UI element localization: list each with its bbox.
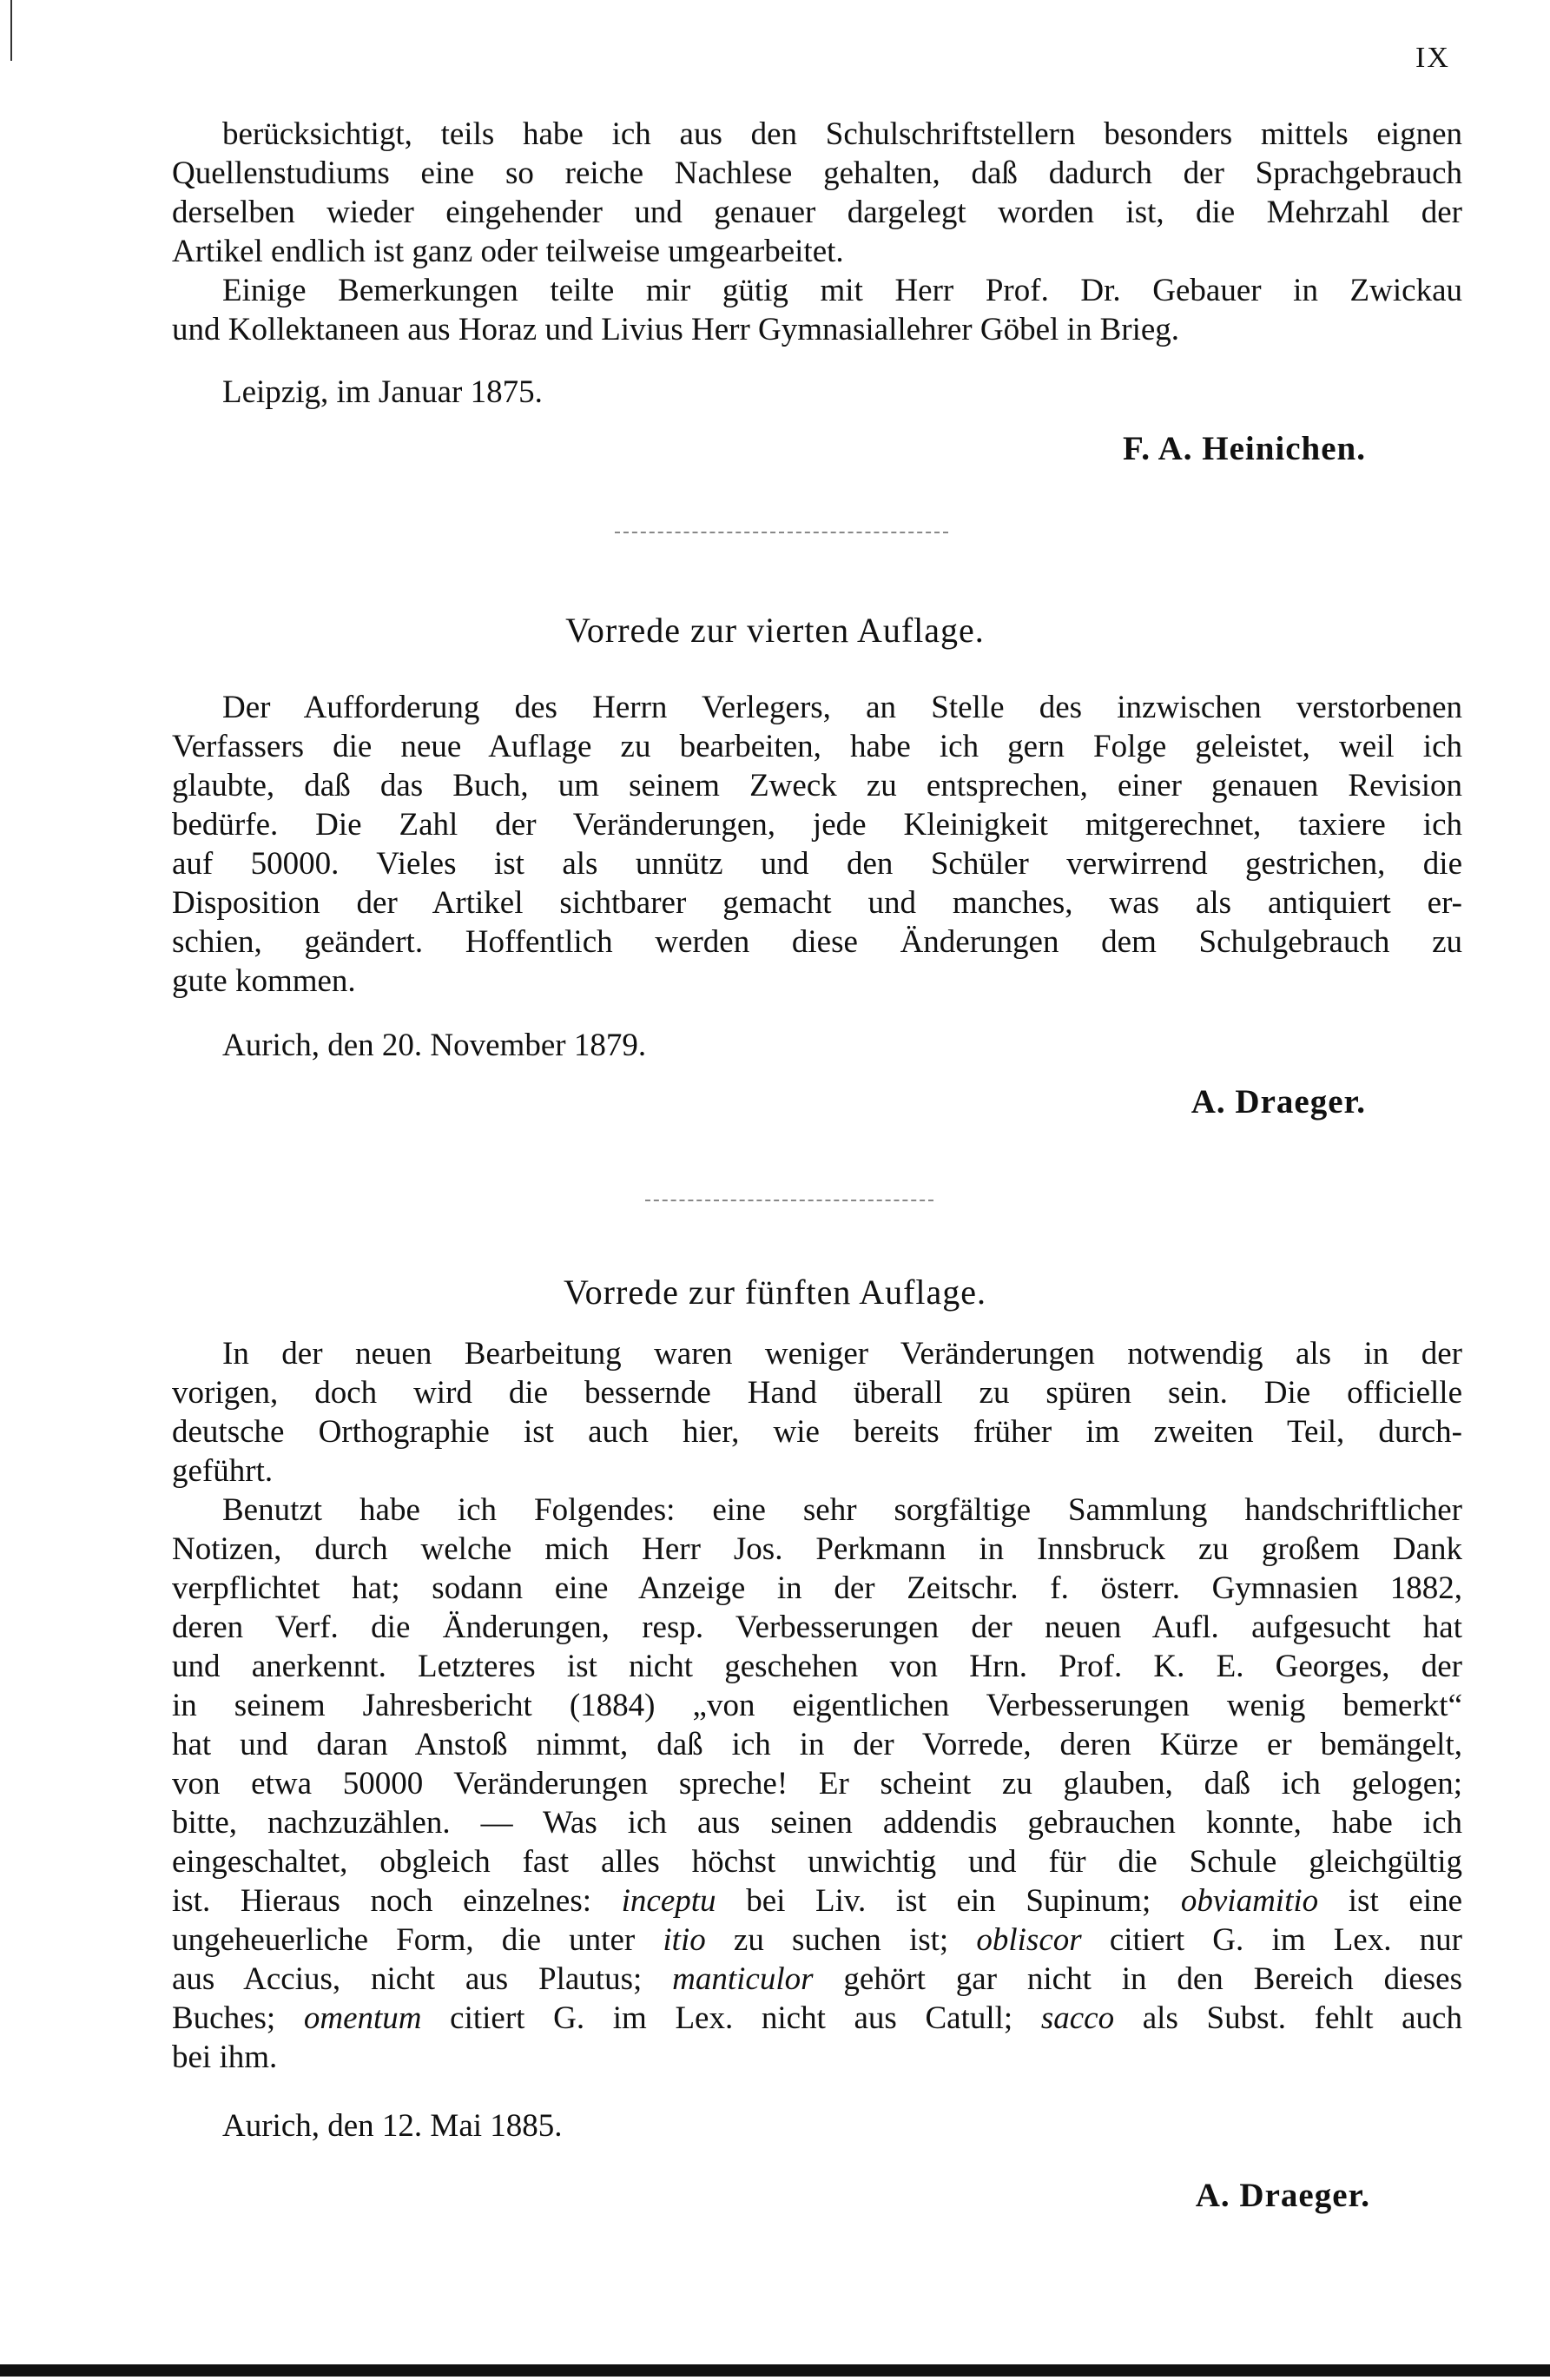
text-line: von etwa 50000 Veränderungen spreche! Er scheint zu glauben, daß ich gelogen;	[172, 1766, 1462, 1802]
text-line	[172, 1999, 1462, 2038]
text-line: Benutzt habe ich Folgendes: eine sehr sorgfältige Sammlung handschriftlicher	[222, 1492, 1462, 1528]
section3-signature: A. Draeger.	[1195, 2177, 1370, 2214]
section3-place-date: Aurich, den 12. Mai 1885.	[222, 2108, 563, 2144]
italic-term: obliscor	[976, 1922, 1082, 1958]
section2-heading: Vorrede zur vierten Auflage.	[565, 611, 985, 650]
section3-heading: Vorrede zur fünften Auflage.	[563, 1273, 987, 1312]
text-line: vorigen, doch wird die bessernde Hand überall zu spüren sein. Die officielle	[172, 1375, 1462, 1411]
text-line: In der neuen Bearbeitung waren weniger Veränderungen notwendig als in der	[222, 1336, 1462, 1372]
italic-term: inceptu	[621, 1883, 716, 1919]
text-line: gute kommen.	[172, 963, 356, 999]
text-line: glaubte, daß das Buch, um seinem Zweck zu entsprechen, einer genauen Revision	[172, 768, 1462, 803]
text-line: Disposition der Artikel sichtbarer gemacht und manches, was als antiquiert er-	[172, 885, 1462, 921]
text-line: derselben wieder eingehender und genauer dargelegt worden ist, die Mehrzahl der	[172, 195, 1462, 230]
page-number: IX	[1415, 42, 1450, 74]
text-line: Notizen, durch welche mich Herr Jos. Perkmann in Innsbruck zu großem Dank	[172, 1531, 1462, 1567]
section2-place-date: Aurich, den 20. November 1879.	[222, 1028, 647, 1063]
text-line	[172, 1921, 1462, 1960]
italic-term: itio	[663, 1922, 706, 1958]
text-line: bedürfe. Die Zahl der Veränderungen, jede Kleinigkeit mitgerechnet, taxiere ich	[172, 807, 1462, 843]
section1-body	[172, 115, 1462, 349]
text-line: in seinem Jahresbericht (1884) „von eigentlichen Verbesserungen wenig bemerkt“	[172, 1688, 1462, 1723]
text-line: schien, geändert. Hoffentlich werden diese Änderungen dem Schulgebrauch zu	[172, 924, 1462, 960]
text-line: bei ihm.	[172, 2040, 278, 2075]
text-line: geführt.	[172, 1453, 274, 1489]
text-span: ungeheuerliche Form, die unter	[172, 1922, 663, 1958]
section-divider	[615, 532, 948, 533]
section2-body	[172, 688, 1462, 1001]
text-line: Quellenstudiums eine so reiche Nachlese gehalten, daß dadurch der Sprachgebrauch	[172, 155, 1462, 191]
text-span: aus Accius, nicht aus Plautus;	[172, 1961, 673, 1997]
text-line: deutsche Orthographie ist auch hier, wie bereits früher im zweiten Teil, durch-	[172, 1414, 1462, 1450]
text-span: zu suchen ist;	[705, 1922, 977, 1958]
text-line: und Kollektaneen aus Horaz und Livius Herr Gymnasiallehrer Göbel in Brieg.	[172, 312, 1180, 347]
text-line	[172, 1881, 1462, 1921]
italic-term: obviamitio	[1180, 1883, 1319, 1919]
text-line: auf 50000. Vieles ist als unnütz und den Schüler verwirrend gestrichen, die	[172, 846, 1462, 882]
text-line: Einige Bemerkungen teilte mir gütig mit Herr Prof. Dr. Gebauer in Zwickau	[222, 273, 1462, 308]
text-line: berücksichtigt, teils habe ich aus den Schulschriftstellern besonders mittels eignen	[222, 116, 1462, 152]
text-span: ist. Hieraus noch einzelnes:	[172, 1883, 622, 1919]
text-line: und anerkennt. Letzteres ist nicht geschehen von Hrn. Prof. K. E. Georges, der	[172, 1649, 1462, 1684]
text-line: hat und daran Anstoß nimmt, daß ich in der Vorrede, deren Kürze er bemängelt,	[172, 1727, 1462, 1762]
text-span: ist eine	[1318, 1883, 1462, 1919]
text-line	[172, 1960, 1462, 1999]
section1-signature: F. A. Heinichen.	[1122, 430, 1366, 467]
scan-margin-mark	[10, 0, 12, 61]
text-line: deren Verf. die Änderungen, resp. Verbesserungen der neuen Aufl. aufgesucht hat	[172, 1610, 1462, 1645]
text-span: gehört gar nicht in den Bereich dieses	[813, 1961, 1462, 1997]
text-span: bei Liv. ist ein Supinum;	[716, 1883, 1181, 1919]
text-line: verpflichtet hat; sodann eine Anzeige in der Zeitschr. f. österr. Gymnasien 1882,	[172, 1570, 1462, 1606]
text-line: Verfassers die neue Auflage zu bearbeiten, habe ich gern Folge geleistet, weil ich	[172, 729, 1462, 764]
text-line: Der Aufforderung des Herrn Verlegers, an Stelle des inzwischen verstorbenen	[222, 690, 1462, 725]
text-line: bitte, nachzuzählen. — Was ich aus seinen addendis gebrauchen konnte, habe ich	[172, 1805, 1462, 1841]
section3-body	[172, 1334, 1462, 2077]
text-span: Buches;	[172, 2000, 304, 2036]
scan-bottom-border	[0, 2364, 1550, 2377]
text-span: citiert G. im Lex. nicht aus Catull;	[421, 2000, 1041, 2036]
italic-term: omentum	[303, 2000, 422, 2036]
section2-signature: A. Draeger.	[1191, 1083, 1366, 1121]
section1-place-date: Leipzig, im Januar 1875.	[222, 374, 543, 410]
text-span: als Subst. fehlt auch	[1114, 2000, 1462, 2036]
text-span: citiert G. im Lex. nur	[1081, 1922, 1462, 1958]
italic-term: sacco	[1040, 2000, 1115, 2036]
text-line: eingeschaltet, obgleich fast alles höchst unwichtig und für die Schule gleichgültig	[172, 1844, 1462, 1880]
section-divider	[645, 1200, 933, 1201]
text-line: Artikel endlich ist ganz oder teilweise umgearbeitet.	[172, 234, 844, 269]
italic-term: manticulor	[672, 1961, 814, 1997]
